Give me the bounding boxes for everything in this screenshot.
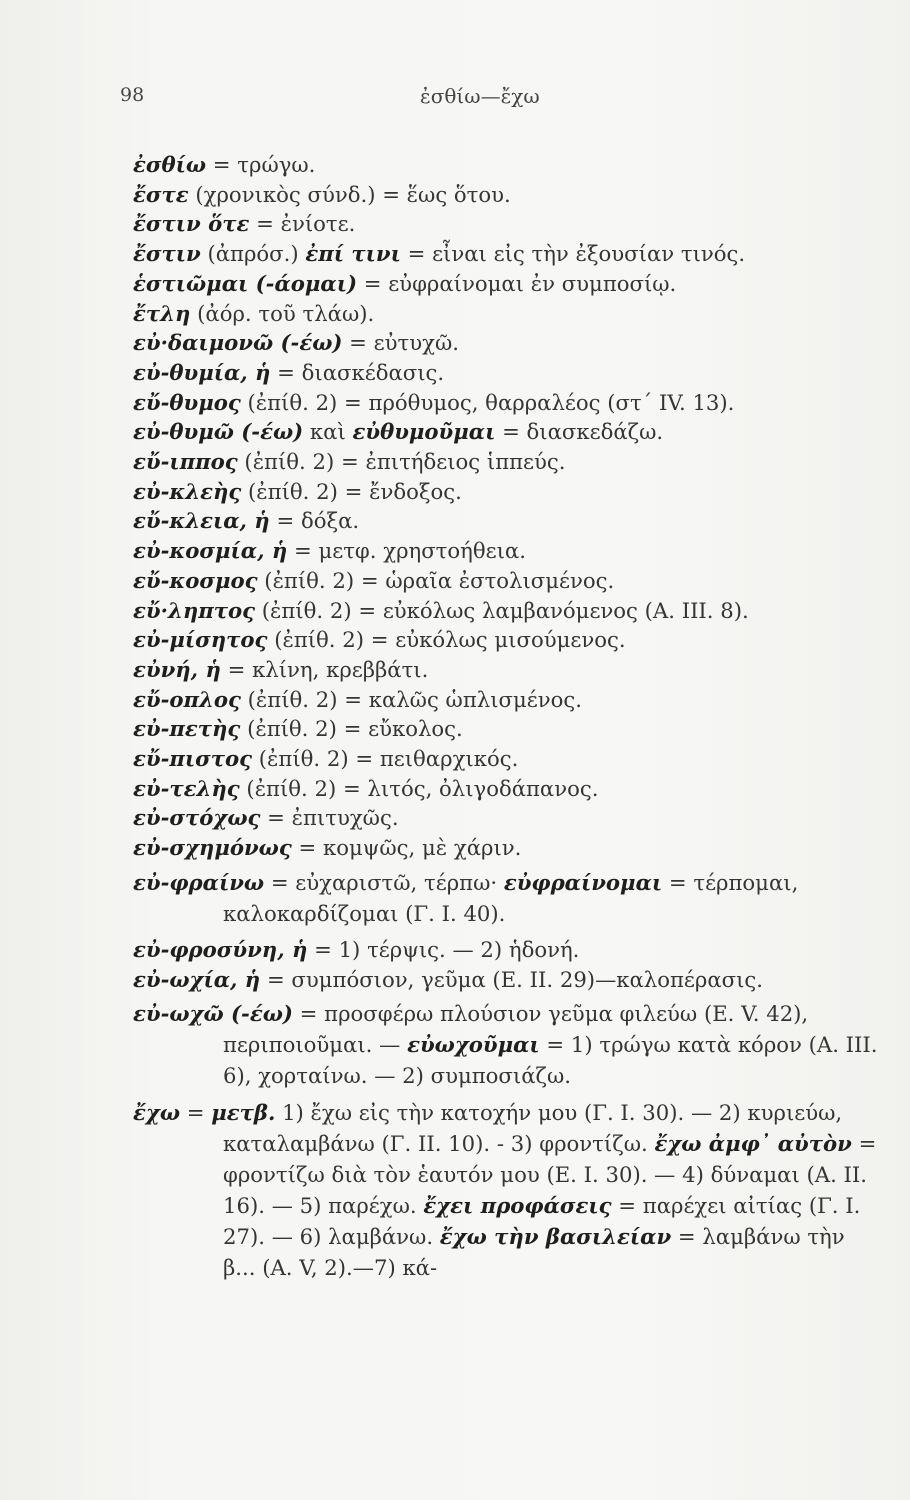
entry-definition: (ἐπίθ. 2) = πειθαρχικός. [252, 746, 519, 772]
entry-definition: (ἐπίθ. 2) = ὡραῖα ἐστολισμένος. [257, 567, 615, 593]
running-title: ἐσθίω—ἔχω [420, 84, 540, 108]
entry-lemma: εὔ-οπλος [133, 686, 241, 712]
entry-lemma: ἔτλη [133, 300, 191, 326]
entry-lemma: εὐ-φροσύνη, ἡ [133, 936, 308, 962]
dictionary-entry [133, 239, 883, 269]
entry-lemma: εὐ-στόχως [133, 805, 261, 831]
entry-lemma: εὐ·δαιμονῶ (-έω) [133, 330, 343, 356]
entry-lemma: ἐπί τινι [305, 241, 401, 267]
entry-lemma: εὐθυμοῦμαι [352, 419, 496, 445]
entry-lemma: εὔ-πιστος [133, 746, 253, 772]
entry-definition: = παρέχει αἰτίας (Γ. Ι. 27). — 6) λαμβάνω. [223, 1193, 861, 1250]
entry-lemma: εὔ·ληπτος [133, 597, 256, 623]
dictionary-entry [133, 935, 883, 965]
dictionary-entry [133, 998, 883, 1091]
dictionary-entry [133, 358, 883, 388]
dictionary-entries [133, 150, 883, 1289]
entry-definition: (ἐπίθ. 2) = καλῶς ὡπλισμένος. [240, 686, 582, 712]
entry-definition: = εἶναι εἰς τὴν ἐξουσίαν τινός. [400, 241, 746, 267]
entry-lemma: ἔστιν [133, 241, 201, 267]
entry-lemma: ἑστιῶμαι (-άομαι) [133, 270, 357, 296]
dictionary-entry [133, 685, 883, 715]
entry-definition: = εὐφραίνομαι ἐν συμποσίῳ. [356, 270, 677, 296]
entry-lemma: ἔχει προφάσεις [423, 1193, 612, 1219]
entry-definition: (χρονικὸς σύνδ.) = ἕως ὅτου. [188, 181, 511, 207]
entry-lemma: εὐ-σχημόνως [133, 835, 292, 861]
entry-definition: = κομψῶς, μὲ χάριν. [291, 835, 522, 861]
entry-lemma: εὔ-ιππος [133, 449, 238, 475]
entry-lemma: ἔστιν ὅτε [133, 211, 250, 237]
entry-lemma: εὐ-τελὴς [133, 775, 240, 801]
entry-lemma: εὐ-πετὴς [133, 716, 241, 742]
dictionary-entry [133, 447, 883, 477]
dictionary-entry [133, 965, 883, 995]
dictionary-entry [133, 536, 883, 566]
entry-definition: = 1) τρώγω κατὰ κόρον (Α. ΙΙΙ. 6), χορταίνω. — 2) συμποσιάζω. [223, 1032, 878, 1089]
entry-definition: = διασκέδασις. [270, 359, 445, 385]
entry-lemma: ἔστε [133, 181, 189, 207]
dictionary-entry [133, 744, 883, 774]
dictionary-entry [133, 506, 883, 536]
entry-lemma: εὐ-ωχία, ἡ [133, 966, 261, 992]
entry-definition: = μετφ. χρηστοήθεια. [287, 538, 526, 564]
entry-definition: = τρώγω. [206, 152, 316, 177]
entry-definition: = ἐπιτυχῶς. [260, 805, 399, 831]
dictionary-entry [133, 833, 883, 863]
dictionary-entry [133, 625, 883, 655]
entry-lemma: εὐωχοῦμαι [407, 1032, 540, 1058]
entry-definition: 1) ἔχω εἰς τὴν κατοχήν μου (Γ. Ι. 30). — 2) κυριεύω, καταλαμβάνω (Γ. ΙΙ. 10). - 3) φροντίζω. [223, 1100, 843, 1157]
dictionary-entry [133, 655, 883, 685]
entry-definition: (ἐπίθ. 2) = εὔκολος. [240, 716, 463, 742]
running-head [120, 78, 810, 112]
entry-lemma: μετβ. [211, 1100, 276, 1126]
dictionary-entry [133, 328, 883, 358]
entry-lemma: ἔχω τὴν βασιλείαν [439, 1224, 672, 1250]
dictionary-entry [133, 388, 883, 418]
entry-lemma: εὐ-μίσητος [133, 627, 268, 653]
entry-definition: (ἐπίθ. 2) = λιτός, ὀλιγοδάπανος. [239, 775, 599, 801]
entry-lemma: ἔχω ἀμφ᾽ αὐτὸν [654, 1131, 852, 1157]
entry-lemma: εὐ-κοσμία, ἡ [133, 538, 288, 564]
entry-lemma: εὐ-θυμία, ἡ [133, 359, 271, 385]
entry-definition: = ἐνίοτε. [249, 211, 356, 237]
entry-definition: = φροντίζω διὰ τὸν ἑαυτόν μου (Ε. Ι. 30). — 4) δύναμαι (Α. ΙΙ. 16). — 5) παρέχω. [223, 1131, 877, 1219]
dictionary-entry [133, 417, 883, 447]
entry-lemma: εὐ-ωχῶ (-έω) [133, 1001, 293, 1027]
dictionary-entry [133, 867, 883, 929]
entry-definition: = δόξα. [269, 508, 360, 534]
entry-lemma: εὔ-θυμος [133, 389, 241, 415]
entry-definition: = τέρπομαι, καλοκαρδίζομαι (Γ. Ι. 40). [223, 869, 799, 926]
dictionary-entry [133, 150, 883, 180]
dictionary-entry [133, 774, 883, 804]
dictionary-entry [133, 596, 883, 626]
entry-definition: (ἀπρόσ.) [200, 241, 306, 267]
dictionary-entry [133, 803, 883, 833]
dictionary-entry [133, 477, 883, 507]
entry-lemma: εὐ-θυμῶ (-έω) [133, 419, 304, 445]
entry-lemma: ἐσθίω [133, 152, 207, 177]
entry-definition: = προσφέρω πλούσιον γεῦμα φιλεύω (Ε. V. 42), περιποιοῦμαι. — [223, 1001, 809, 1058]
dictionary-entry [133, 299, 883, 329]
entry-definition: καὶ [303, 419, 353, 445]
entry-definition: (ἐπίθ. 2) = εὐκόλως μισούμενος. [267, 627, 626, 653]
dictionary-entry [133, 180, 883, 210]
dictionary-entry [133, 714, 883, 744]
page-number: 98 [120, 84, 145, 106]
entry-lemma: εὔ-κοσμος [133, 567, 258, 593]
entry-lemma: εὐ-φραίνω [133, 869, 265, 895]
entry-definition: = εὐτυχῶ. [342, 330, 459, 356]
entry-lemma: εὐ-κλεὴς [133, 478, 242, 504]
entry-definition: = [180, 1100, 212, 1126]
entry-definition: (ἐπίθ. 2) = εὐκόλως λαμβανόμενος (Α. ΙΙΙ. 8). [255, 597, 749, 623]
entry-definition: = εὐχαριστῶ, τέρπω· [264, 869, 504, 895]
entry-definition: (ἐπίθ. 2) = ἔνδοξος. [241, 478, 462, 504]
entry-lemma: εὔ-κλεια, ἡ [133, 508, 270, 534]
entry-definition: = διασκεδάζω. [495, 419, 664, 445]
dictionary-entry [133, 566, 883, 596]
entry-lemma: εὐφραίνομαι [503, 869, 663, 895]
dictionary-entry [133, 1097, 883, 1283]
dictionary-entry [133, 269, 883, 299]
entry-definition: = κλίνη, κρεββάτι. [220, 656, 429, 682]
entry-definition: (ἐπίθ. 2) = ἐπιτήδειος ἱππεύς. [237, 449, 566, 475]
entry-lemma: εὐνή, ἡ [133, 656, 221, 682]
entry-definition: (ἐπίθ. 2) = πρόθυμος, θαρραλέος (στ΄ IV. 13). [240, 389, 735, 415]
entry-definition: = 1) τέρψις. — 2) ἡδονή. [307, 936, 580, 962]
dictionary-entry [133, 209, 883, 239]
entry-lemma: ἔχω [133, 1100, 180, 1126]
entry-definition: = συμπόσιον, γεῦμα (Ε. ΙΙ. 29)—καλοπέρασις. [260, 966, 764, 992]
entry-definition: (ἀόρ. τοῦ τλάω). [190, 300, 375, 326]
entry-definition: = λαμβάνω τὴν β... (Α. V, 2).—7) κά- [223, 1224, 845, 1281]
